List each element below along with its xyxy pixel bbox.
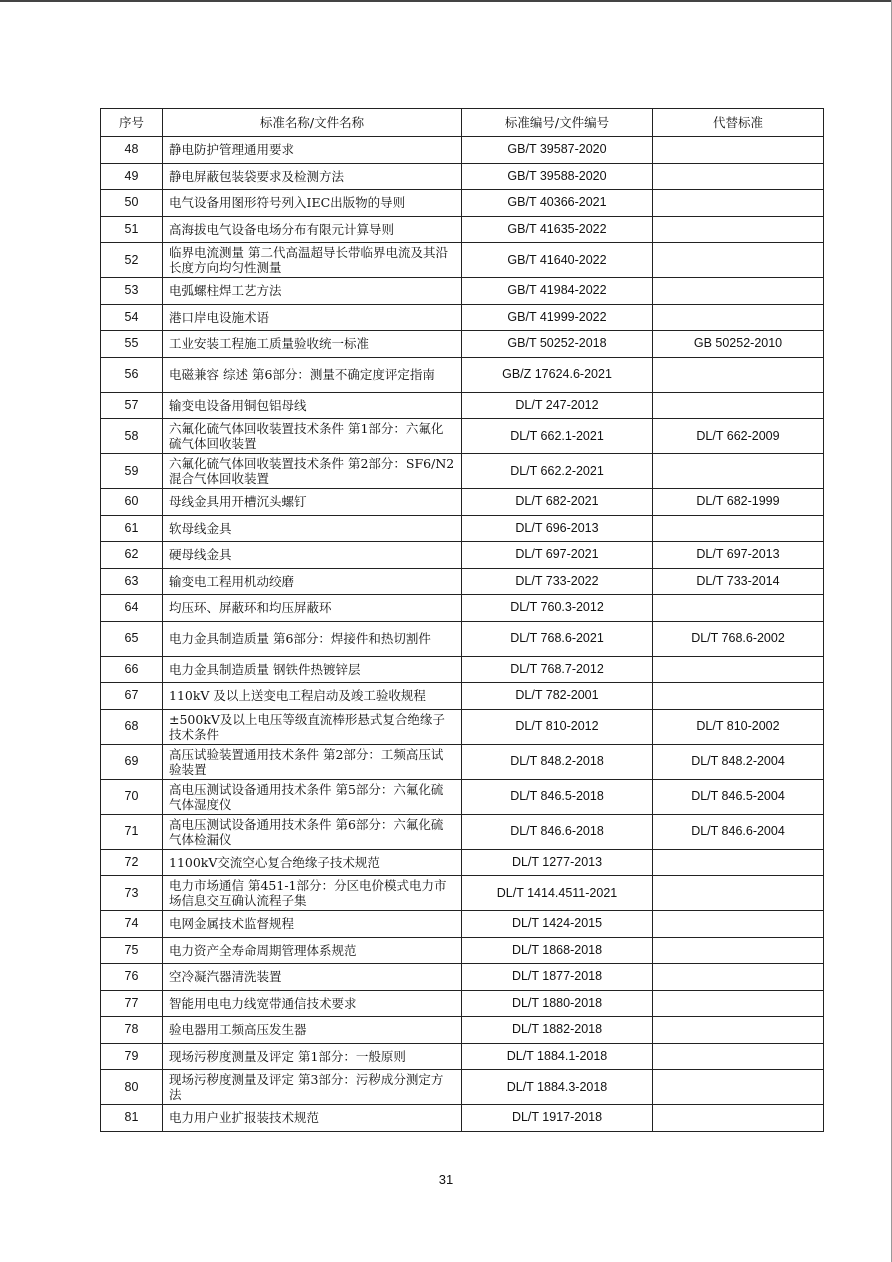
page-number: 31 xyxy=(438,1172,454,1187)
cell-replaces xyxy=(653,216,824,243)
cell-replaces: DL/T 848.2-2004 xyxy=(653,744,824,779)
cell-serial-no: 58 xyxy=(101,419,163,454)
cell-standard-name: 软母线金具 xyxy=(163,515,462,542)
cell-standard-code: DL/T 768.6-2021 xyxy=(462,621,653,656)
table-row xyxy=(101,278,824,305)
cell-standard-name: 1100kV交流空心复合绝缘子技术规范 xyxy=(163,849,462,876)
cell-standard-code: DL/T 1917-2018 xyxy=(462,1105,653,1132)
table-body xyxy=(101,137,824,1132)
table-row xyxy=(101,849,824,876)
header-replaces: 代替标准 xyxy=(653,109,824,137)
table-row xyxy=(101,709,824,744)
cell-serial-no: 62 xyxy=(101,542,163,569)
cell-replaces xyxy=(653,357,824,392)
cell-standard-name: 母线金具用开槽沉头螺钉 xyxy=(163,489,462,516)
cell-standard-name: 电力金具制造质量 钢铁件热镀锌层 xyxy=(163,656,462,683)
cell-standard-code: GB/T 41999-2022 xyxy=(462,304,653,331)
cell-serial-no: 48 xyxy=(101,137,163,164)
cell-standard-code: GB/T 41984-2022 xyxy=(462,278,653,305)
cell-replaces: DL/T 697-2013 xyxy=(653,542,824,569)
cell-standard-code: DL/T 662.2-2021 xyxy=(462,454,653,489)
cell-serial-no: 77 xyxy=(101,990,163,1017)
cell-replaces xyxy=(653,1017,824,1044)
cell-replaces xyxy=(653,1070,824,1105)
table-row xyxy=(101,1105,824,1132)
cell-standard-code: DL/T 1884.1-2018 xyxy=(462,1043,653,1070)
cell-serial-no: 54 xyxy=(101,304,163,331)
cell-standard-name: ±500kV及以上电压等级直流棒形悬式复合绝缘子技术条件 xyxy=(163,709,462,744)
cell-standard-name: 电力用户业扩报装技术规范 xyxy=(163,1105,462,1132)
cell-standard-name: 临界电流测量 第二代高温超导长带临界电流及其沿长度方向均匀性测量 xyxy=(163,243,462,278)
cell-replaces xyxy=(653,454,824,489)
cell-standard-name: 输变电工程用机动绞磨 xyxy=(163,568,462,595)
cell-standard-code: DL/T 848.2-2018 xyxy=(462,744,653,779)
cell-standard-name: 电网金属技术监督规程 xyxy=(163,911,462,938)
table-row xyxy=(101,814,824,849)
table-row xyxy=(101,1043,824,1070)
cell-replaces: DL/T 733-2014 xyxy=(653,568,824,595)
cell-standard-code: DL/T 846.6-2018 xyxy=(462,814,653,849)
cell-standard-name: 高电压测试设备通用技术条件 第5部分：六氟化硫气体湿度仪 xyxy=(163,779,462,814)
cell-standard-code: DL/T 1880-2018 xyxy=(462,990,653,1017)
cell-standard-code: DL/T 733-2022 xyxy=(462,568,653,595)
cell-serial-no: 56 xyxy=(101,357,163,392)
cell-serial-no: 63 xyxy=(101,568,163,595)
cell-serial-no: 78 xyxy=(101,1017,163,1044)
table-row xyxy=(101,656,824,683)
table-row xyxy=(101,190,824,217)
cell-replaces xyxy=(653,937,824,964)
cell-serial-no: 76 xyxy=(101,964,163,991)
cell-standard-code: DL/T 846.5-2018 xyxy=(462,779,653,814)
table-row xyxy=(101,683,824,710)
cell-serial-no: 75 xyxy=(101,937,163,964)
table-row xyxy=(101,990,824,1017)
table-row xyxy=(101,1070,824,1105)
cell-standard-name: 静电防护管理通用要求 xyxy=(163,137,462,164)
table-row xyxy=(101,621,824,656)
cell-standard-code: DL/T 247-2012 xyxy=(462,392,653,419)
cell-standard-code: DL/T 662.1-2021 xyxy=(462,419,653,454)
cell-standard-code: GB/T 39587-2020 xyxy=(462,137,653,164)
cell-replaces xyxy=(653,278,824,305)
table-row xyxy=(101,1017,824,1044)
cell-serial-no: 74 xyxy=(101,911,163,938)
cell-replaces xyxy=(653,911,824,938)
table-row xyxy=(101,304,824,331)
header-standard-name: 标准名称/文件名称 xyxy=(163,109,462,137)
cell-replaces: DL/T 846.6-2004 xyxy=(653,814,824,849)
cell-standard-code: GB/T 39588-2020 xyxy=(462,163,653,190)
cell-replaces xyxy=(653,515,824,542)
cell-serial-no: 68 xyxy=(101,709,163,744)
cell-standard-code: DL/T 1277-2013 xyxy=(462,849,653,876)
cell-replaces: GB 50252-2010 xyxy=(653,331,824,358)
cell-standard-code: DL/T 1424-2015 xyxy=(462,911,653,938)
cell-standard-code: DL/T 782-2001 xyxy=(462,683,653,710)
cell-replaces: DL/T 662-2009 xyxy=(653,419,824,454)
table-row xyxy=(101,911,824,938)
cell-replaces xyxy=(653,1043,824,1070)
cell-serial-no: 51 xyxy=(101,216,163,243)
table-row xyxy=(101,216,824,243)
cell-serial-no: 49 xyxy=(101,163,163,190)
cell-standard-name: 验电器用工频高压发生器 xyxy=(163,1017,462,1044)
cell-replaces xyxy=(653,876,824,911)
cell-standard-name: 电力资产全寿命周期管理体系规范 xyxy=(163,937,462,964)
cell-replaces: DL/T 768.6-2002 xyxy=(653,621,824,656)
cell-standard-name: 静电屏蔽包装袋要求及检测方法 xyxy=(163,163,462,190)
table-row xyxy=(101,137,824,164)
cell-serial-no: 60 xyxy=(101,489,163,516)
cell-standard-code: GB/Z 17624.6-2021 xyxy=(462,357,653,392)
cell-standard-code: DL/T 1882-2018 xyxy=(462,1017,653,1044)
cell-serial-no: 61 xyxy=(101,515,163,542)
cell-standard-name: 六氟化硫气体回收装置技术条件 第2部分：SF6/N2混合气体回收装置 xyxy=(163,454,462,489)
header-standard-code: 标准编号/文件编号 xyxy=(462,109,653,137)
cell-serial-no: 71 xyxy=(101,814,163,849)
cell-standard-name: 电气设备用图形符号列入IEC出版物的导则 xyxy=(163,190,462,217)
cell-standard-code: GB/T 40366-2021 xyxy=(462,190,653,217)
cell-standard-code: GB/T 41640-2022 xyxy=(462,243,653,278)
cell-serial-no: 65 xyxy=(101,621,163,656)
cell-replaces: DL/T 846.5-2004 xyxy=(653,779,824,814)
table-row xyxy=(101,744,824,779)
cell-replaces xyxy=(653,163,824,190)
cell-serial-no: 73 xyxy=(101,876,163,911)
cell-serial-no: 66 xyxy=(101,656,163,683)
cell-replaces xyxy=(653,304,824,331)
cell-serial-no: 57 xyxy=(101,392,163,419)
cell-serial-no: 79 xyxy=(101,1043,163,1070)
cell-standard-code: DL/T 1414.4511-2021 xyxy=(462,876,653,911)
cell-replaces xyxy=(653,683,824,710)
cell-standard-code: DL/T 760.3-2012 xyxy=(462,595,653,622)
cell-serial-no: 69 xyxy=(101,744,163,779)
cell-standard-name: 高压试验装置通用技术条件 第2部分：工频高压试验装置 xyxy=(163,744,462,779)
cell-standard-name: 电力市场通信 第451-1部分：分区电价模式电力市场信息交互确认流程子集 xyxy=(163,876,462,911)
table-row xyxy=(101,595,824,622)
cell-replaces xyxy=(653,595,824,622)
cell-standard-code: DL/T 810-2012 xyxy=(462,709,653,744)
cell-serial-no: 80 xyxy=(101,1070,163,1105)
cell-standard-code: GB/T 41635-2022 xyxy=(462,216,653,243)
table-row xyxy=(101,515,824,542)
cell-replaces xyxy=(653,190,824,217)
cell-replaces xyxy=(653,990,824,1017)
cell-replaces: DL/T 682-1999 xyxy=(653,489,824,516)
table-row xyxy=(101,243,824,278)
cell-serial-no: 64 xyxy=(101,595,163,622)
table-row xyxy=(101,937,824,964)
cell-standard-name: 高电压测试设备通用技术条件 第6部分：六氟化硫气体检漏仪 xyxy=(163,814,462,849)
cell-serial-no: 72 xyxy=(101,849,163,876)
table-row xyxy=(101,392,824,419)
cell-standard-code: DL/T 768.7-2012 xyxy=(462,656,653,683)
cell-replaces xyxy=(653,849,824,876)
table-row xyxy=(101,568,824,595)
standards-table xyxy=(100,108,824,1132)
cell-standard-name: 电磁兼容 综述 第6部分：测量不确定度评定指南 xyxy=(163,357,462,392)
cell-standard-name: 输变电设备用铜包铝母线 xyxy=(163,392,462,419)
table-row xyxy=(101,357,824,392)
table-row xyxy=(101,876,824,911)
cell-standard-name: 电力金具制造质量 第6部分：焊接件和热切割件 xyxy=(163,621,462,656)
cell-standard-name: 现场污秽度测量及评定 第3部分：污秽成分测定方法 xyxy=(163,1070,462,1105)
cell-standard-code: DL/T 1868-2018 xyxy=(462,937,653,964)
table-row xyxy=(101,454,824,489)
table-row xyxy=(101,489,824,516)
cell-serial-no: 50 xyxy=(101,190,163,217)
cell-standard-name: 高海拔电气设备电场分布有限元计算导则 xyxy=(163,216,462,243)
cell-replaces xyxy=(653,964,824,991)
cell-serial-no: 59 xyxy=(101,454,163,489)
cell-standard-name: 电弧螺柱焊工艺方法 xyxy=(163,278,462,305)
cell-standard-code: DL/T 696-2013 xyxy=(462,515,653,542)
cell-replaces xyxy=(653,392,824,419)
table-row xyxy=(101,163,824,190)
table-row xyxy=(101,779,824,814)
cell-serial-no: 67 xyxy=(101,683,163,710)
cell-replaces: DL/T 810-2002 xyxy=(653,709,824,744)
cell-standard-code: DL/T 682-2021 xyxy=(462,489,653,516)
cell-standard-code: DL/T 1884.3-2018 xyxy=(462,1070,653,1105)
top-border-line xyxy=(0,0,892,2)
cell-standard-name: 智能用电电力线宽带通信技术要求 xyxy=(163,990,462,1017)
cell-serial-no: 81 xyxy=(101,1105,163,1132)
table-row xyxy=(101,419,824,454)
cell-serial-no: 55 xyxy=(101,331,163,358)
cell-replaces xyxy=(653,656,824,683)
cell-standard-name: 现场污秽度测量及评定 第1部分：一般原则 xyxy=(163,1043,462,1070)
cell-standard-name: 硬母线金具 xyxy=(163,542,462,569)
cell-replaces xyxy=(653,1105,824,1132)
cell-replaces xyxy=(653,137,824,164)
table-row xyxy=(101,542,824,569)
cell-serial-no: 70 xyxy=(101,779,163,814)
table-header-row xyxy=(101,109,824,137)
cell-standard-name: 均压环、屏蔽环和均压屏蔽环 xyxy=(163,595,462,622)
cell-serial-no: 52 xyxy=(101,243,163,278)
cell-standard-code: DL/T 1877-2018 xyxy=(462,964,653,991)
header-serial-no: 序号 xyxy=(101,109,163,137)
cell-standard-code: GB/T 50252-2018 xyxy=(462,331,653,358)
cell-standard-name: 六氟化硫气体回收装置技术条件 第1部分：六氟化硫气体回收装置 xyxy=(163,419,462,454)
cell-standard-name: 港口岸电设施术语 xyxy=(163,304,462,331)
cell-standard-name: 空冷凝汽器清洗装置 xyxy=(163,964,462,991)
table-row xyxy=(101,964,824,991)
table-row xyxy=(101,331,824,358)
cell-standard-name: 工业安装工程施工质量验收统一标准 xyxy=(163,331,462,358)
cell-replaces xyxy=(653,243,824,278)
cell-standard-code: DL/T 697-2021 xyxy=(462,542,653,569)
cell-standard-name: 110kV 及以上送变电工程启动及竣工验收规程 xyxy=(163,683,462,710)
cell-serial-no: 53 xyxy=(101,278,163,305)
